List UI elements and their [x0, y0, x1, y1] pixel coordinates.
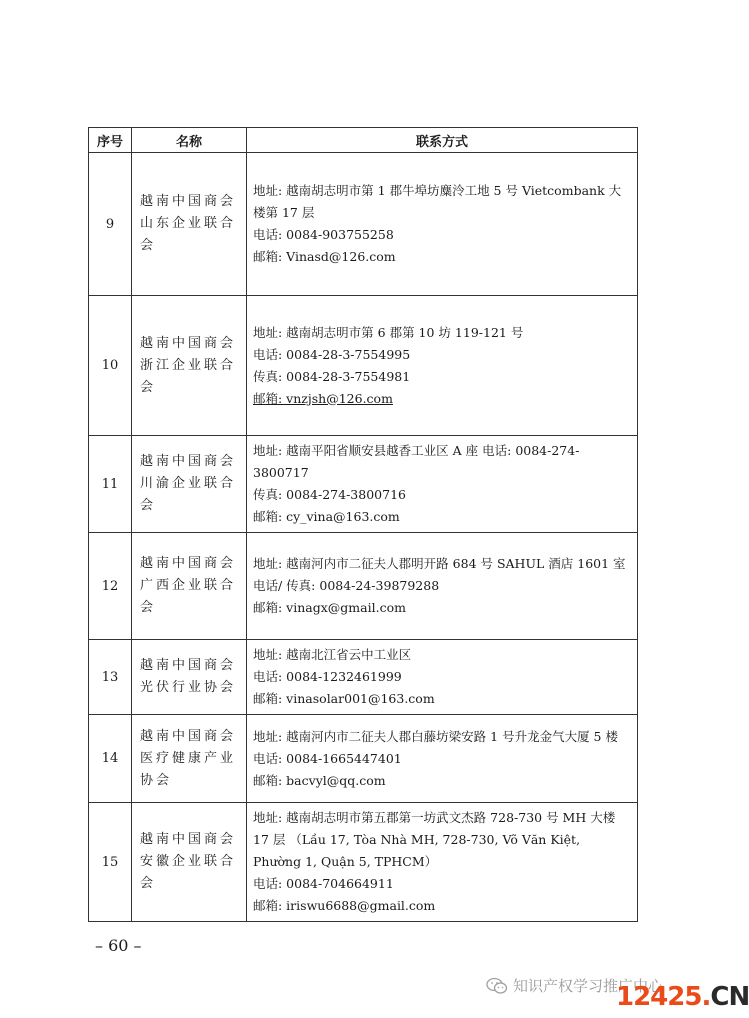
- fax-line: 传真: 0084-274-3800716: [253, 487, 406, 502]
- row-seq: 15: [89, 803, 132, 922]
- table-row: [89, 715, 638, 803]
- row-name: 越南中国商会 浙江企业联合 会: [132, 296, 247, 436]
- table-row: [89, 436, 638, 533]
- contact-table: [88, 127, 638, 922]
- row-name: 越南中国商会 医疗健康产业 协会: [132, 715, 247, 803]
- phone-fax-line: 电话/ 传真: 0084-24-39879288: [253, 578, 440, 593]
- row-contact: [247, 533, 638, 640]
- address-line: 地址: 越南平阳省顺安县越香工业区 A 座 电话: 0084-274-3800717: [253, 443, 580, 480]
- address-line: 地址: 越南胡志明市第 6 郡第 10 坊 119-121 号: [253, 324, 524, 340]
- address-line: 地址: 越南河内市二征夫人郡明开路 684 号 SAHUL 酒店 1601 室: [253, 556, 626, 571]
- email-line: 邮箱: vinasolar001@163.com: [253, 691, 435, 706]
- row-contact: [247, 153, 638, 296]
- site-logo: 12425.CN: [616, 982, 749, 1012]
- address-line: 地址: 越南胡志明市第 1 郡牛埠坊麋泠工地 5 号 Vietcombank 大楼第 17 层: [253, 183, 622, 220]
- row-seq: 12: [89, 533, 132, 640]
- row-name: 越南中国商会 川渝企业联合 会: [132, 436, 247, 533]
- phone-line: 电话: 0084-704664911: [253, 876, 394, 891]
- page-number: – 60 –: [95, 936, 142, 955]
- table-header-row: [89, 128, 638, 153]
- header-name: 名称: [132, 128, 247, 153]
- row-contact: [247, 436, 638, 533]
- phone-line: 电话: 0084-903755258: [253, 227, 394, 242]
- row-contact: [247, 715, 638, 803]
- row-seq: 14: [89, 715, 132, 803]
- table-row: [89, 533, 638, 640]
- row-name: 越南中国商会 光伏行业协会: [132, 640, 247, 715]
- email-line[interactable]: 邮箱: vnzjsh@126.com: [253, 390, 393, 406]
- fax-line: 传真: 0084-28-3-7554981: [253, 368, 411, 384]
- row-contact: [247, 803, 638, 922]
- row-contact: [247, 296, 638, 436]
- row-contact: [247, 640, 638, 715]
- phone-line: 电话: 0084-1232461999: [253, 669, 402, 684]
- table-row: [89, 296, 638, 436]
- row-seq: 13: [89, 640, 132, 715]
- header-contact: 联系方式: [247, 128, 638, 153]
- address-line: 地址: 越南河内市二征夫人郡白藤坊梁安路 1 号升龙金气大厦 5 楼: [253, 728, 618, 744]
- email-line: 邮箱: Vinasd@126.com: [253, 249, 396, 264]
- email-line: 邮箱: bacvyl@qq.com: [253, 772, 386, 788]
- address-line: 地址: 越南北江省云中工业区: [253, 647, 412, 662]
- wechat-icon: [486, 977, 508, 995]
- address-line: 地址: 越南胡志明市第五郡第一坊武文杰路 728-730 号 MH 大楼 17 层 （Lầu 17, Tòa Nhà MH, 728-730, Võ Văn Kiệt, Phường 1, Quận 5, TPHCM）: [253, 810, 616, 869]
- row-name: 越南中国商会 山东企业联合 会: [132, 153, 247, 296]
- email-line: 邮箱: iriswu6688@gmail.com: [253, 898, 436, 913]
- row-seq: 9: [89, 153, 132, 296]
- phone-line: 电话: 0084-28-3-7554995: [253, 346, 411, 362]
- header-seq: 序号: [89, 128, 132, 153]
- phone-line: 电话: 0084-1665447401: [253, 750, 402, 766]
- email-line: 邮箱: vinagx@gmail.com: [253, 600, 406, 615]
- watermark-text: 知识产权学习推广中心: [513, 977, 664, 995]
- email-line: 邮箱: cy_vina@163.com: [253, 509, 400, 524]
- table-row: [89, 153, 638, 296]
- table-row: [89, 803, 638, 922]
- row-name: 越南中国商会 安徽企业联合 会: [132, 803, 247, 922]
- row-seq: 10: [89, 296, 132, 436]
- row-name: 越南中国商会 广西企业联合 会: [132, 533, 247, 640]
- row-seq: 11: [89, 436, 132, 533]
- table-row: [89, 640, 638, 715]
